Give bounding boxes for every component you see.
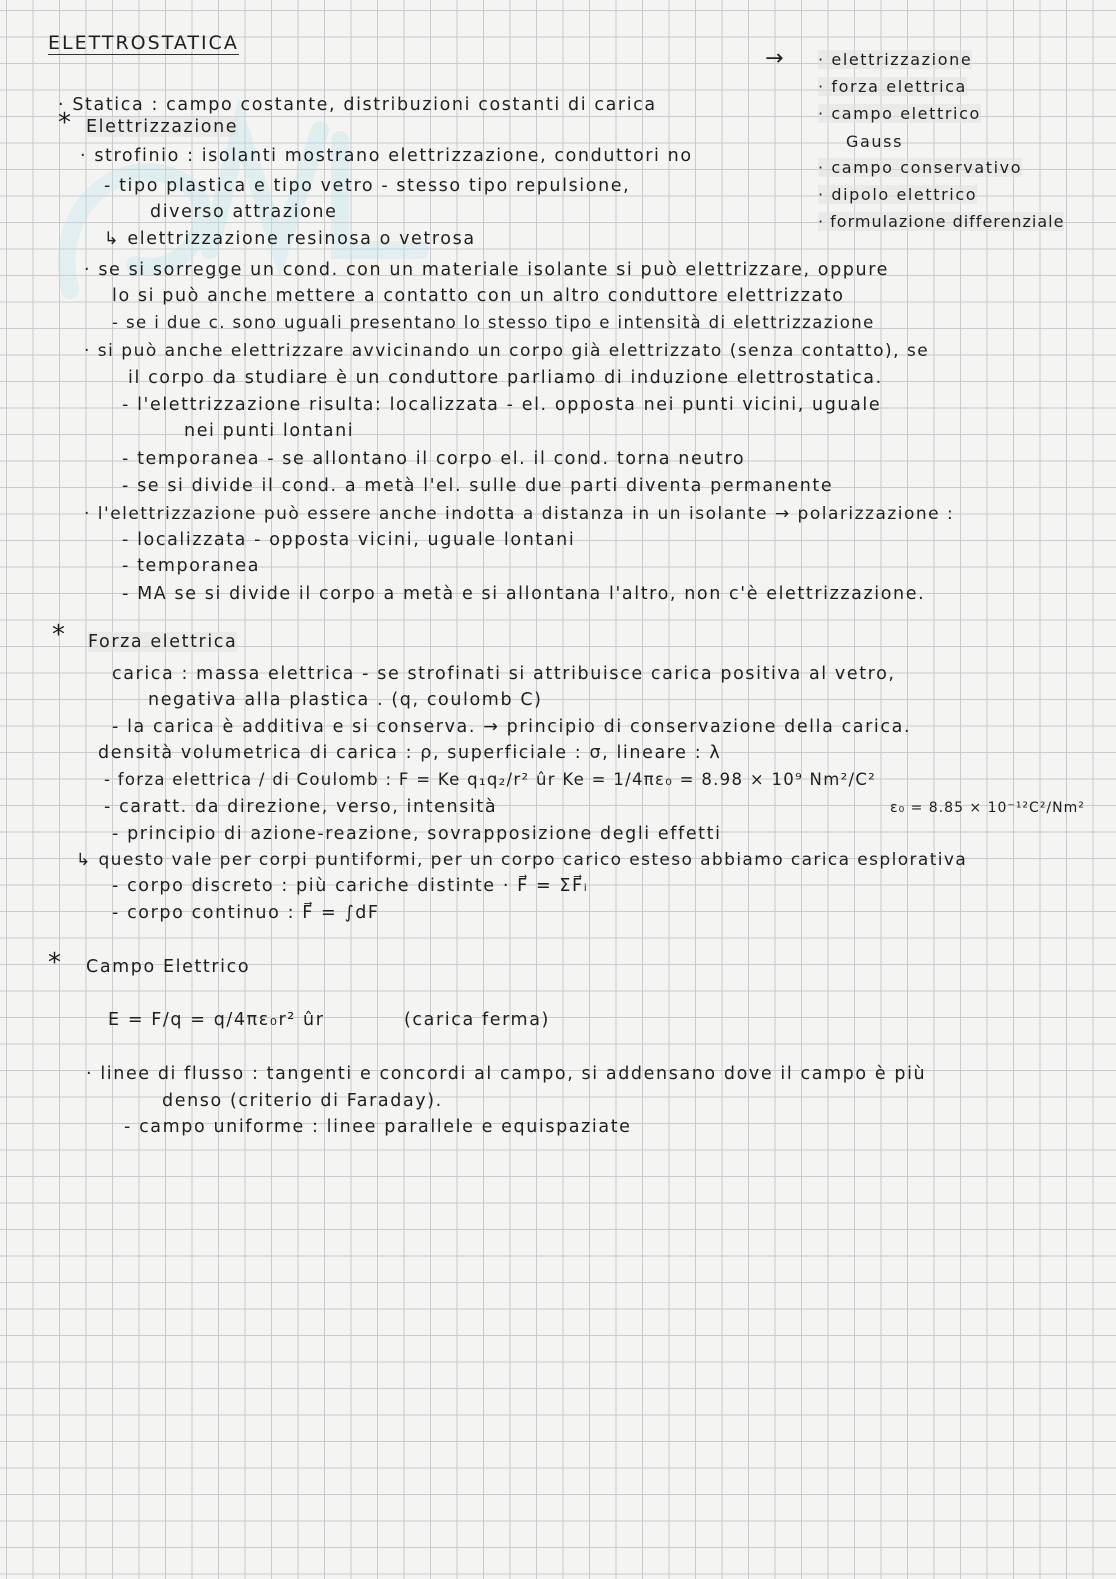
toc-item: · campo conservativo <box>818 158 1023 177</box>
note-line: - caratt. da direzione, verso, intensità <box>104 797 498 817</box>
toc-arrow-icon: → <box>765 46 784 71</box>
note-line: denso (criterio di Faraday). <box>162 1091 443 1111</box>
note-line: ↳ questo vale per corpi puntiformi, per un corpo carico esteso abbiamo carica esplorativa <box>76 850 968 870</box>
note-line: - corpo discreto : più cariche distinte · F⃗ = ΣF⃗ᵢ <box>112 876 589 896</box>
note-line: - l'elettrizzazione risulta: localizzata - el. opposta nei punti vicini, uguale <box>122 395 882 415</box>
toc-item: · forza elettrica <box>818 77 967 96</box>
note-line: - se si divide il cond. a metà l'el. sulle due parti diventa permanente <box>122 476 834 496</box>
note-line: - temporanea <box>122 556 261 576</box>
note-line: - corpo continuo : F⃗ = ∫dF <box>112 903 380 923</box>
formula-line: E = F/q = q/4πε₀r² ûr <box>108 1010 325 1030</box>
note-line: negativa alla plastica . (q, coulomb C) <box>148 690 543 710</box>
note-line: - campo uniforme : linee parallele e equispaziate <box>124 1117 632 1137</box>
note-line: - tipo plastica e tipo vetro - stesso tipo repulsione, <box>104 176 631 196</box>
note-line: lo si può anche mettere a contatto con un altro conduttore elettrizzato <box>112 286 845 306</box>
note-line: - MA se si divide il corpo a metà e si allontana l'altro, non c'è elettrizzazione. <box>122 584 926 604</box>
note-line: ↳ elettrizzazione resinosa o vetrosa <box>104 229 476 249</box>
note-line: - temporanea - se allontano il corpo el. il cond. torna neutro <box>122 449 746 469</box>
note-line: - se i due c. sono uguali presentano lo stesso tipo e intensità di elettrizzazione <box>112 313 875 332</box>
section-heading: Campo Elettrico <box>86 957 251 977</box>
page-title: ELETTROSTATICA <box>48 32 239 54</box>
note-line: · si può anche elettrizzare avvicinando un corpo già elettrizzato (senza contatto), se <box>84 341 930 361</box>
toc-item: · campo elettrico <box>818 104 981 123</box>
note-line: - la carica è additiva e si conserva. → principio di conservazione della carica. <box>112 717 912 737</box>
toc-item: Gauss <box>846 132 904 151</box>
star-bullet-icon: * <box>48 948 61 978</box>
section-heading: Forza elettrica <box>88 632 238 652</box>
toc-item: · formulazione differenziale <box>818 212 1065 231</box>
note-line: densità volumetrica di carica : ρ, superficiale : σ, lineare : λ <box>98 743 722 763</box>
note-line: nei punti lontani <box>184 421 355 441</box>
section-heading: Elettrizzazione <box>86 117 239 137</box>
note-line: · strofinio : isolanti mostrano elettrizzazione, conduttori no <box>80 146 693 166</box>
note-line: il corpo da studiare è un conduttore parliamo di induzione elettrostatica. <box>128 368 883 388</box>
note-line: (carica ferma) <box>404 1010 550 1030</box>
star-bullet-icon: * <box>58 108 71 138</box>
note-line: carica : massa elettrica - se strofinati si attribuisce carica positiva al vetro, <box>112 664 896 684</box>
note-line: · linee di flusso : tangenti e concordi al campo, si addensano dove il campo è più <box>86 1064 927 1084</box>
note-line: · l'elettrizzazione può essere anche indotta a distanza in un isolante → polarizzazione : <box>84 504 955 524</box>
note-line: · Statica : campo costante, distribuzioni costanti di carica <box>58 95 657 115</box>
toc-item: · dipolo elettrico <box>818 185 978 204</box>
note-line: - principio di azione-reazione, sovrapposizione degli effetti <box>112 824 722 844</box>
note-line: - forza elettrica / di Coulomb : F = Ke q₁q₂/r² ûr Ke = 1/4πε₀ = 8.98 × 10⁹ Nm²/C² <box>104 770 877 789</box>
note-line: · se si sorregge un cond. con un materiale isolante si può elettrizzare, oppure <box>84 260 889 280</box>
star-bullet-icon: * <box>52 620 65 650</box>
note-line: ε₀ = 8.85 × 10⁻¹²C²/Nm² <box>890 800 1085 816</box>
toc-item: · elettrizzazione <box>818 50 973 69</box>
note-line: - localizzata - opposta vicini, uguale lontani <box>122 530 576 550</box>
note-line: diverso attrazione <box>150 202 338 222</box>
